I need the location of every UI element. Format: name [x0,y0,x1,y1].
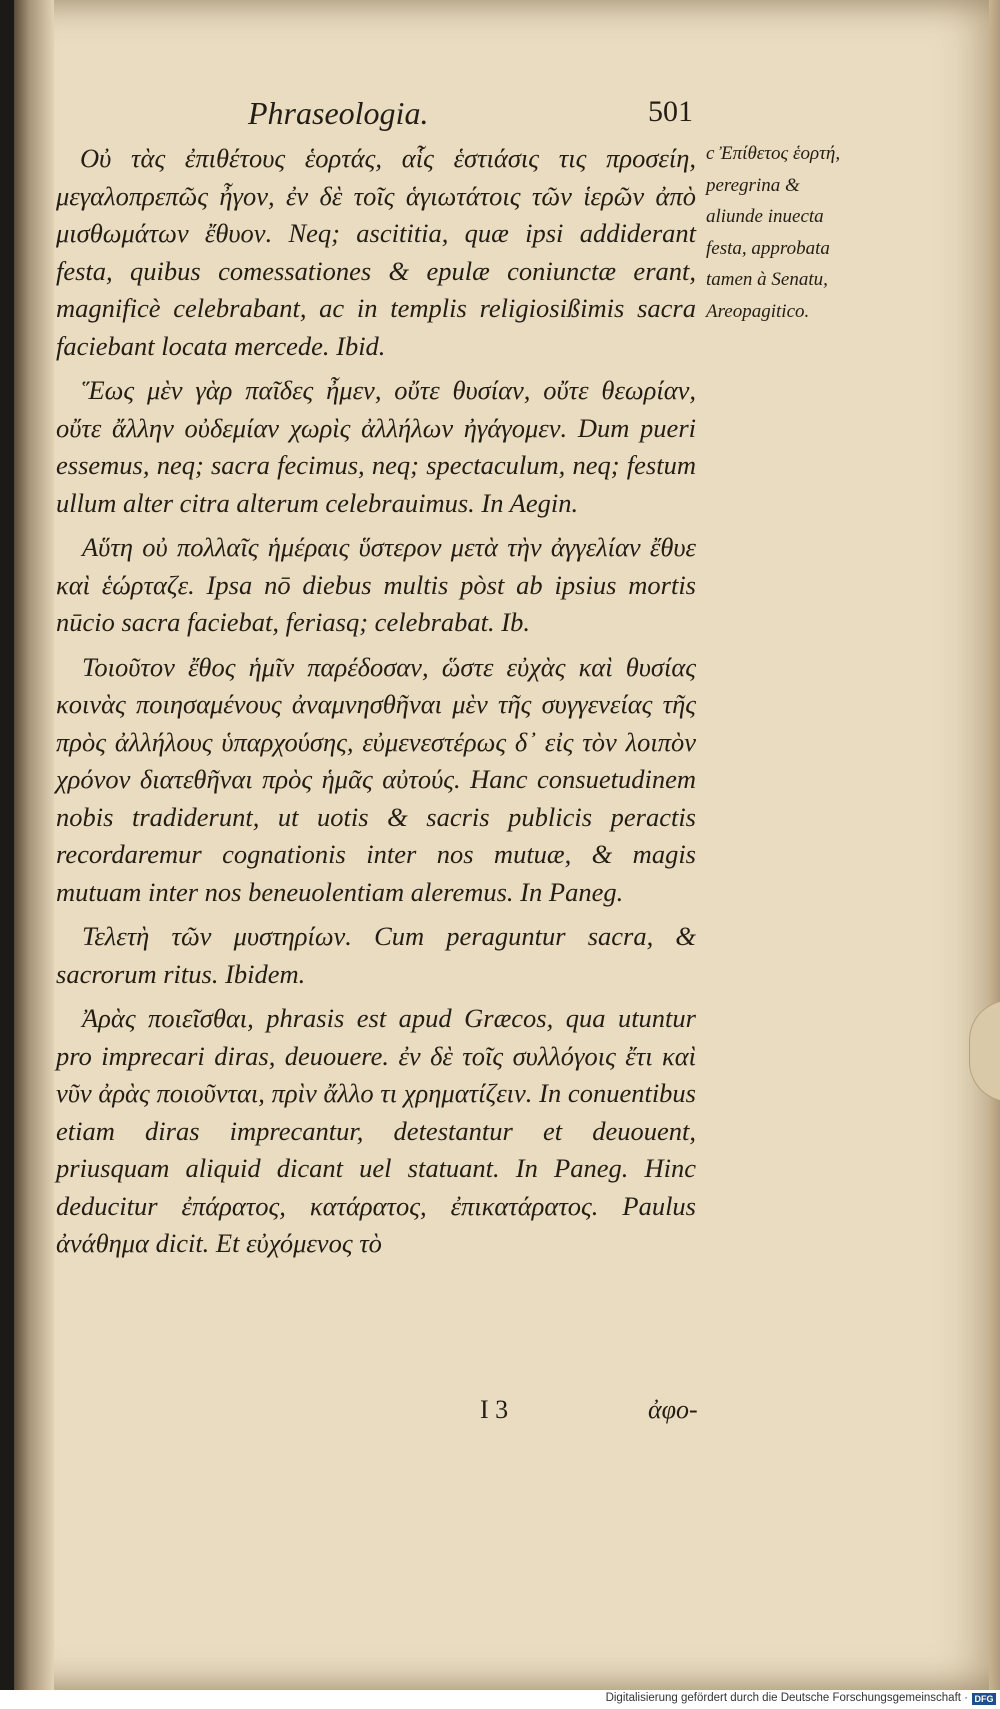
digitization-footer [0,1690,1000,1709]
footer-credit: Digitalisierung gefördert durch die Deutsche Forschungsgemeinschaft · [605,1692,968,1704]
running-head [0,95,1000,135]
page-number: 501 [648,95,693,128]
running-title: Phraseologia. [248,95,429,131]
paragraph: Τελετὴ τῶν μυστηρίων. Cum peraguntur sacra, & sacrorum ritus. Ibidem. [56,921,696,989]
paragraph: Αὕτη οὐ πολλαῖς ἡμέραις ὕστερον μετὰ τὴν ἀγγελίαν ἔθυε καὶ ἑώρταζε. Ipsa nō diebus multis pòst ab ipsius mortis nūcio sacra faciebat, feriasq; celebrabat. Ib. [56,532,696,637]
signature-mark: I 3 [480,1395,509,1424]
main-text [56,140,696,1270]
page-edge [989,0,1000,1690]
paragraph: Οὐ τὰς ἐπιθέτους ἑορτάς, αἷς ἑστιάσις τις προσείη, μεγαλοπρεπῶς ἦγον, ἐν δὲ τοῖς ἁγιωτάτοις τῶν ἱερῶν ἀπὸ μισθωμάτων ἔθυον. Neq; ascititia, quæ ipsi addiderant festa, quibus comessationes & epulæ coniunctæ erant, magnificè celebrabant, ac in templis religiosißimis sacra faciebant locata mercede. Ibid. [56,143,696,361]
page-gutter [14,0,54,1690]
paragraph: Ἕως μὲν γὰρ παῖδες ἦμεν, οὔτε θυσίαν, οὔτε θεωρίαν, οὔτε ἄλλην οὐδεμίαν χωρὶς ἀλλήλων ἠγάγομεν. Dum pueri essemus, neq; sacra fecimus, neq; spectaculum, neq; festum ullum alter citra alterum celebrauimus. In Aegin. [56,375,696,518]
marginal-note: c Ἐπίθετος ἑορτή, peregrina & aliunde inuecta festa, approbata tamen à Senatu, Areopagitico. [706,143,841,322]
dfg-logo-icon: DFG [972,1693,996,1705]
page-foot [0,1395,1000,1431]
paragraph: Ἀρὰς ποιεῖσθαι, phrasis est apud Græcos, qua utuntur pro imprecari diras, deuouere. ἐν δὲ τοῖς συλλόγοις ἔτι καὶ νῦν ἀρὰς ποιοῦνται, πρὶν ἄλλο τι χρηματίζειν. In conuentibus etiam diras imprecantur, detestantur et deuouent, priusquam aliquid dicant uel statuant. In Paneg. Hinc deducitur ἐπάρατος, κατάρατος, ἐπικατάρατος. Paulus ἀνάθημα dicit. Et εὐχόμενος τὸ [56,1003,696,1258]
paragraph: Τοιοῦτον ἔθος ἡμῖν παρέδοσαν, ὥστε εὐχὰς καὶ θυσίας κοινὰς ποιησαμένους ἀναμνησθῆναι μὲν τῆς συγγενείας τῆς πρὸς ἀλλήλους ὑπαρχούσης, εὐμενεστέρως δ᾽ εἰς τὸν λοιπὸν χρόνον διατεθῆναι πρὸς ἡμᾶς αὐτούς. Hanc consuetudinem nobis tradiderunt, ut uotis & sacris publicis peractis recordaremur cognationis inter nos mutuæ, & magis mutuam inter nos beneuolentiam aleremus. In Paneg. [56,651,696,907]
catchword: ἀφο- [648,1395,698,1424]
page-tab [969,1000,1000,1102]
